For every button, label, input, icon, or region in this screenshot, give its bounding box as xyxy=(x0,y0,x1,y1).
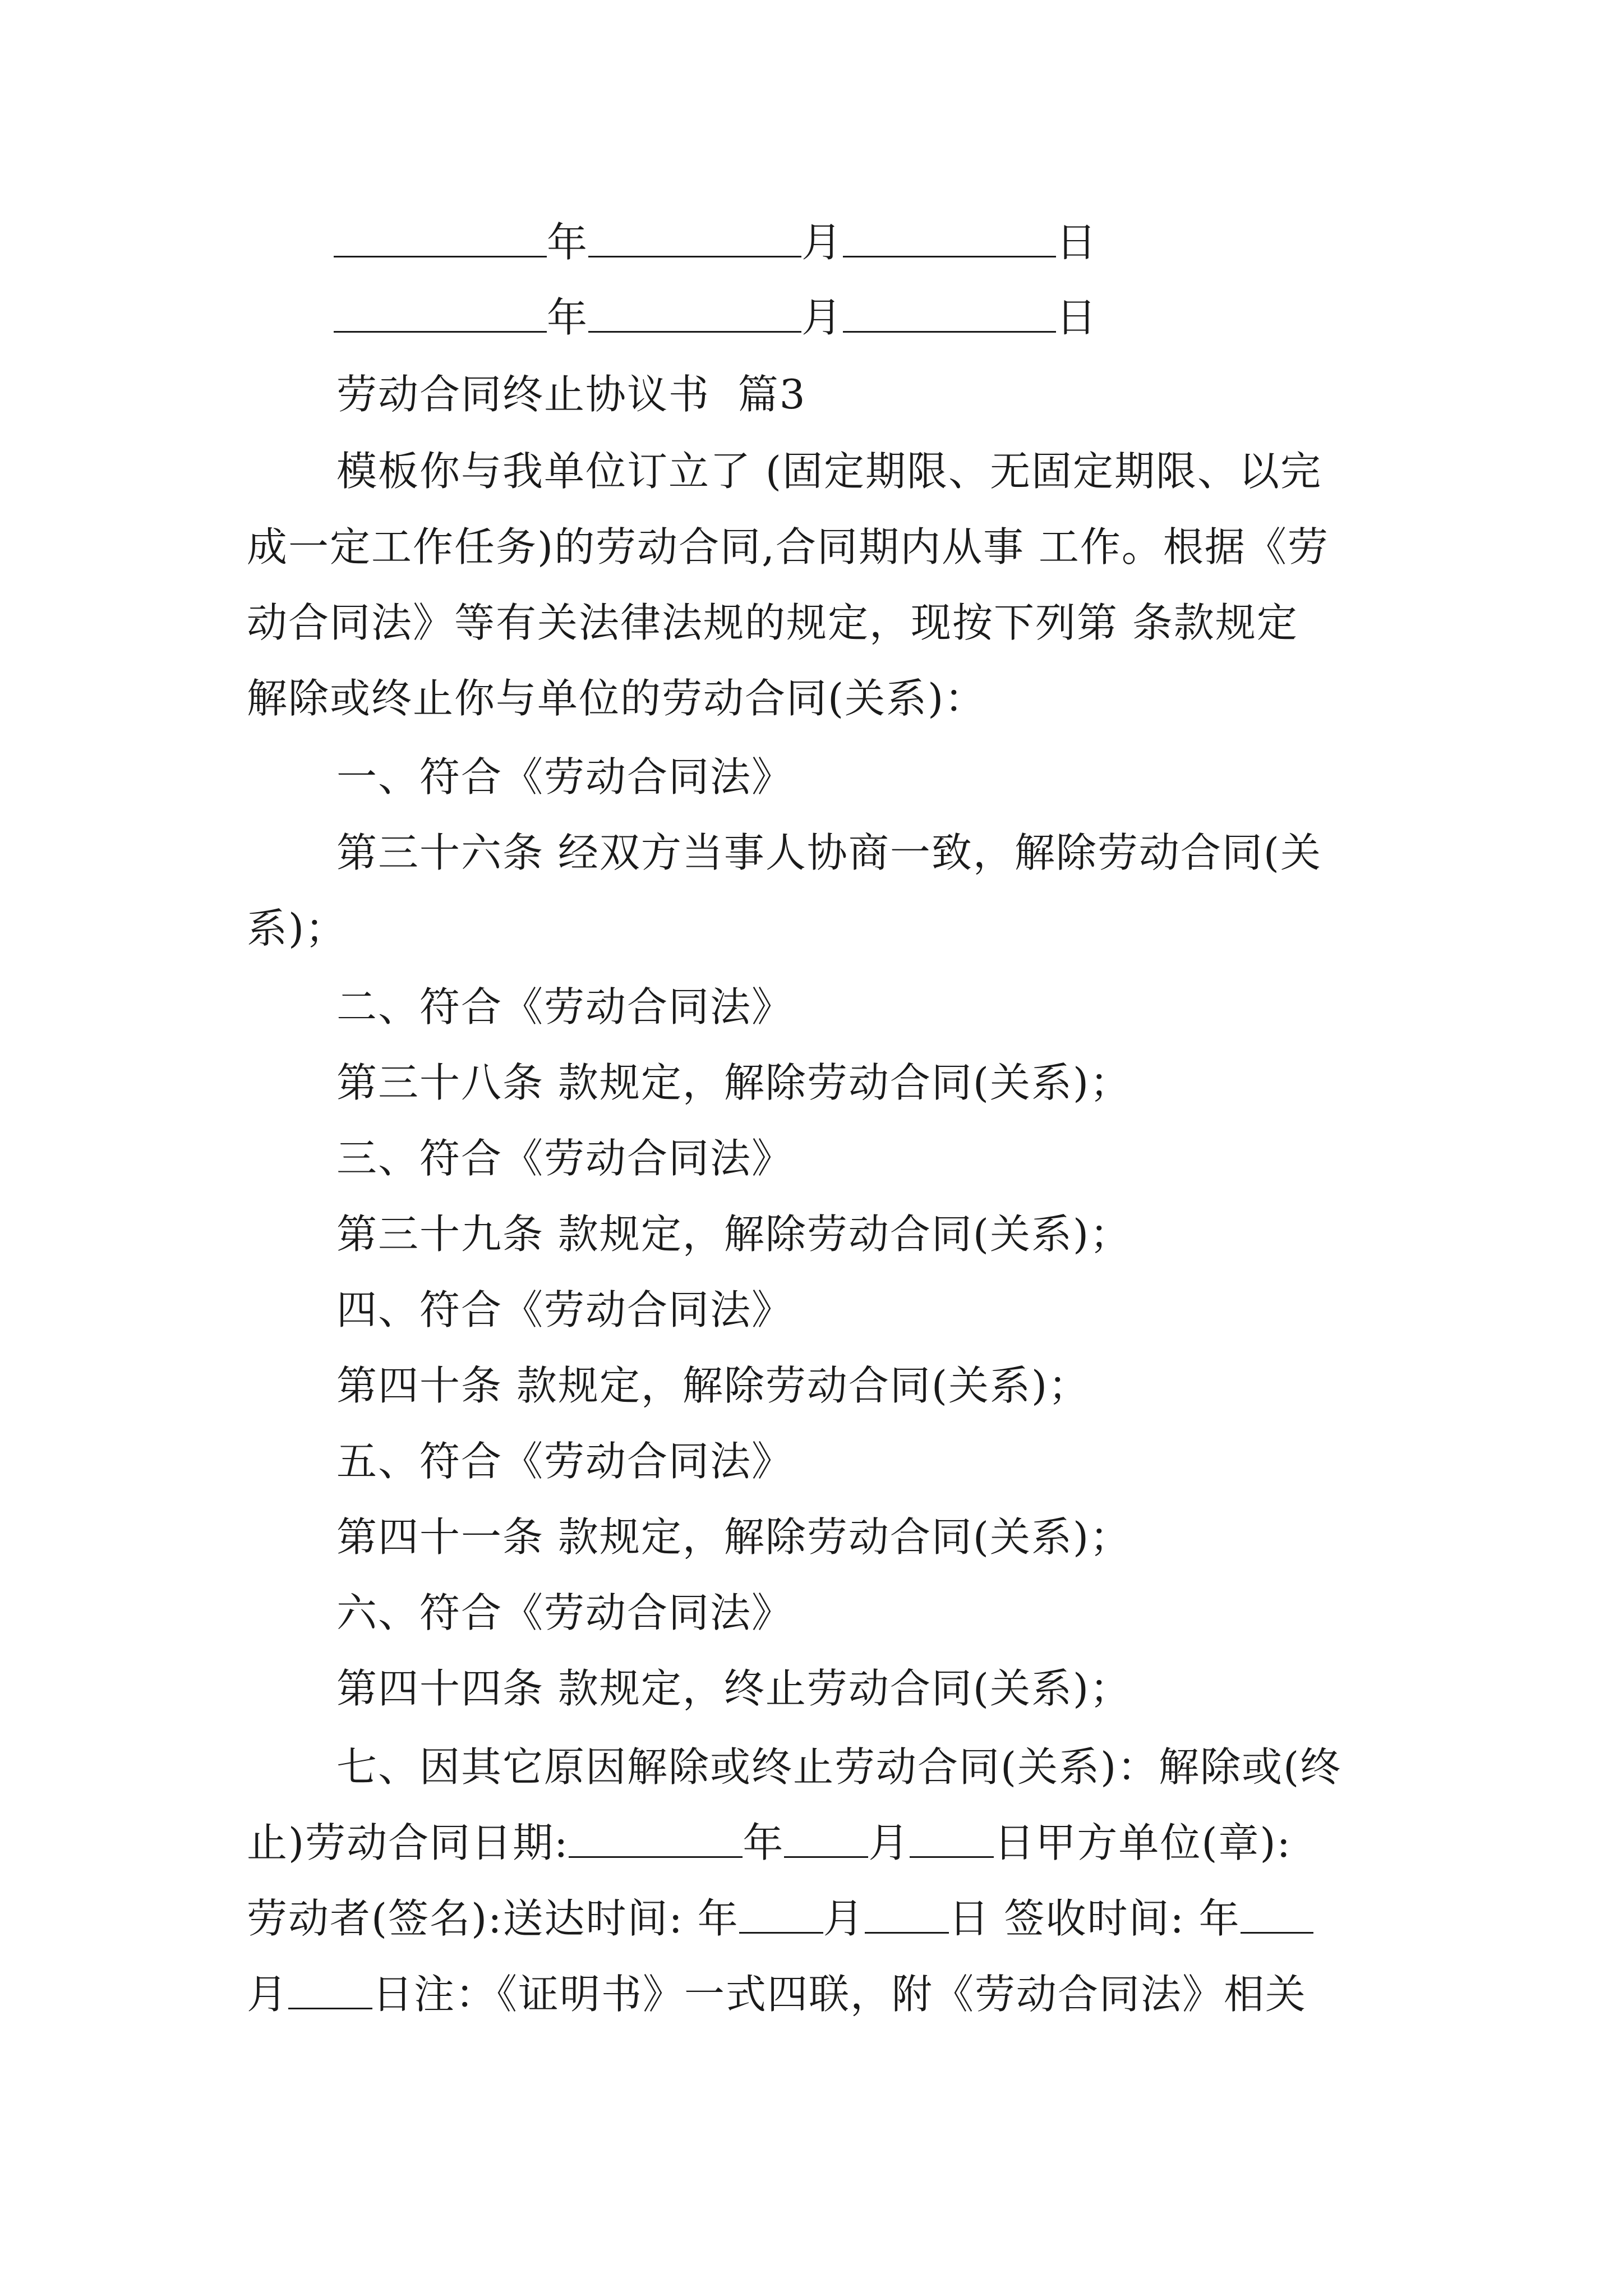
year-label: 年 xyxy=(547,219,589,266)
item-line: 六、符合《劳动合同法》 xyxy=(336,1589,794,1636)
item-line: 第三十八条 款规定，解除劳动合同(关系)； xyxy=(336,1059,1132,1106)
day-blank xyxy=(843,297,1056,333)
day-blank xyxy=(288,1974,372,2009)
employer-seal-label: 日甲方单位(章): xyxy=(994,1819,1292,1866)
note-text: 日注：《证明书》一式四联，附《劳动合同法》相关 xyxy=(372,1971,1307,2018)
section-number: 篇3 xyxy=(737,371,806,418)
section-title: 劳动合同终止协议书 xyxy=(336,371,711,418)
year-label: 年 xyxy=(547,294,589,341)
day-blank xyxy=(910,1823,994,1858)
year-blank xyxy=(334,297,547,333)
termination-date-label: 止)劳动合同日期: xyxy=(247,1819,569,1866)
item-line: 第三十六条 经双方当事人协商一致，解除劳动合同(关 xyxy=(336,829,1322,876)
month-label: 月 xyxy=(801,219,843,266)
item-line: 第四十一条 款规定，解除劳动合同(关系)； xyxy=(336,1513,1132,1561)
date-line-2 xyxy=(0,289,1623,346)
month-blank xyxy=(1241,1898,1313,1934)
tail-line-1 xyxy=(0,1815,1623,1871)
item-line: 七、因其它原因解除或终止劳动合同(关系)：解除或(终 xyxy=(336,1743,1342,1791)
worker-signature-label: 劳动者(签名):送达时间: 年 xyxy=(247,1895,739,1942)
month-blank xyxy=(588,222,801,257)
item-line: 一、符合《劳动合同法》 xyxy=(336,753,794,800)
item-line: 五、符合《劳动合同法》 xyxy=(336,1438,794,1485)
item-line: 三、符合《劳动合同法》 xyxy=(336,1135,794,1182)
section-heading xyxy=(0,366,1623,422)
year-blank xyxy=(569,1823,743,1858)
tail-line-2 xyxy=(0,1890,1623,1947)
item-line: 系)； xyxy=(247,905,347,952)
month-label: 月 xyxy=(823,1895,865,1942)
item-line: 四、符合《劳动合同法》 xyxy=(336,1286,794,1333)
year-blank xyxy=(334,222,547,257)
month-label: 月 xyxy=(868,1819,910,1866)
paragraph-line-3: 动合同法》等有关法律法规的规定，现按下列第 条款规定 xyxy=(247,599,1298,646)
item-line: 第四十四条 款规定，终止劳动合同(关系)； xyxy=(336,1665,1132,1712)
date-line-1 xyxy=(0,214,1623,270)
day-label: 日 xyxy=(1056,219,1098,266)
paragraph-line-4: 解除或终止你与单位的劳动合同(关系)： xyxy=(247,675,986,722)
month-blank xyxy=(784,1823,868,1858)
month-label: 月 xyxy=(247,1971,289,2018)
receipt-time-label: 日 签收时间: 年 xyxy=(948,1895,1241,1942)
month-blank xyxy=(739,1898,823,1934)
day-blank xyxy=(843,222,1056,257)
item-line: 第四十条 款规定，解除劳动合同(关系)； xyxy=(336,1362,1090,1409)
month-label: 月 xyxy=(801,294,843,341)
item-line: 二、符合《劳动合同法》 xyxy=(336,983,794,1030)
item-line: 第三十九条 款规定，解除劳动合同(关系)； xyxy=(336,1211,1132,1258)
month-blank xyxy=(588,297,801,333)
paragraph-line-2: 成一定工作任务)的劳动合同,合同期内从事 工作。根据《劳 xyxy=(247,523,1329,570)
paragraph-line-1: 模板你与我单位订立了 (固定期限、无固定期限、以完 xyxy=(336,448,1322,495)
tail-line-3 xyxy=(0,1966,1623,2022)
day-label: 日 xyxy=(1056,294,1098,341)
day-blank xyxy=(865,1898,949,1934)
year-label: 年 xyxy=(743,1819,785,1866)
